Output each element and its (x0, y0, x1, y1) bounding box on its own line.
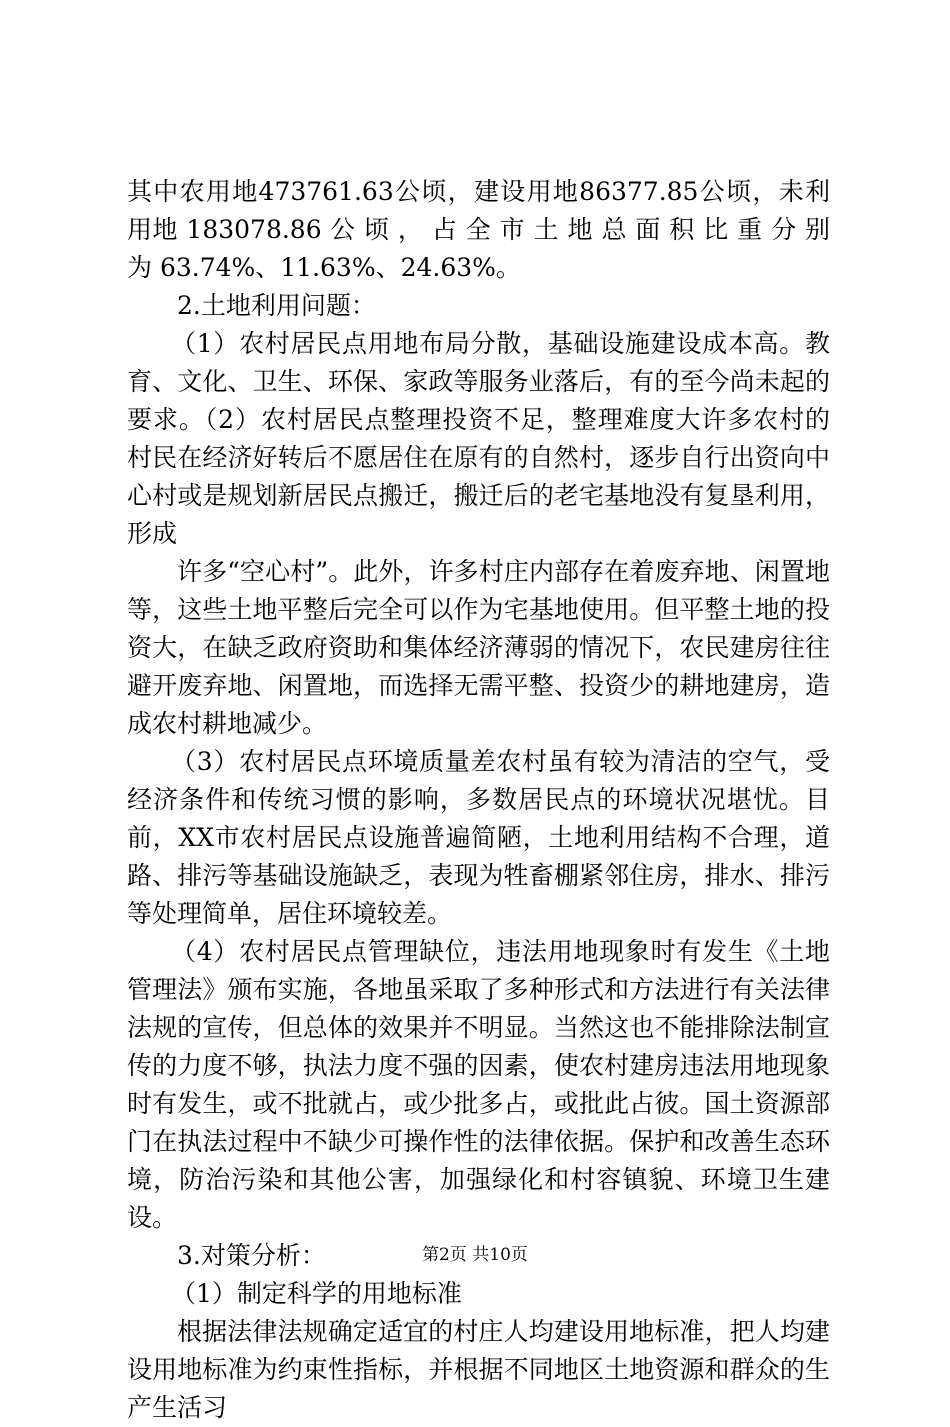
page-number: 第2页 共10页 (422, 1245, 528, 1265)
heading-land-use-problems: 2.土地利用问题： (177, 291, 376, 320)
document-body (127, 173, 830, 1427)
paragraph-hollow-villages: 许多“空心村”。此外，许多村庄内部存在着废弃地、闲置地等，这些土地平整后完全可以作为宅基地使用。但平整土地的投资大，在缺乏政府资助和集体经济薄弱的情况下，农民建房往往避开废弃地、闲置地，而选择无需平整、投资少的耕地建房，造成农村耕地减少。 (127, 557, 830, 738)
paragraph-problem-1-2: （1）农村居民点用地布局分散，基础设施建设成本高。教育、文化、卫生、环保、家政等服务业落后，有的至今尚未起的要求。（2）农村居民点整理投资不足，整理难度大许多农村的村民在经济好转后不愿居住在原有的自然村，逐步自行出资向中心村或是规划新居民点搬迁，搬迁后的老宅基地没有复垦利用，形成 (127, 329, 830, 548)
page-footer (0, 1243, 950, 1267)
paragraph-land-standard: 根据法律法规确定适宜的村庄人均建设用地标准，把人均建设用地标准为约束性指标，并根据不同地区土地资源和群众的生产生活习 (127, 1317, 830, 1422)
heading-countermeasures: 3.对策分析： (177, 1241, 326, 1270)
paragraph-problem-3: （3）农村居民点环境质量差农村虽有较为清洁的空气，受经济条件和传统习惯的影响，多数居民点的环境状况堪忧。目前，XX市农村居民点设施普遍简陋，土地利用结构不合理，道路、排污等基础设施缺乏，表现为牲畜棚紧邻住房，排水、排污等处理简单，居住环境较差。 (127, 747, 830, 928)
heading-land-standard: （1）制定科学的用地标准 (171, 1279, 462, 1308)
paragraph-land-statistics: 其中农用地473761.63公顷，建设用地86377.85公顷，未利用地 183078.86 公 顷 ， 占 全 市 土 地 总 面 积 比 重 分 别 为 63.74%、11.63%、24.63%。 (127, 177, 830, 282)
paragraph-problem-4: （4）农村居民点管理缺位，违法用地现象时有发生《土地管理法》颁布实施，各地虽采取了多种形式和方法进行有关法律法规的宣传，但总体的效果并不明显。当然这也不能排除法制宣传的力度不够，执法力度不强的因素，使农村建房违法用地现象时有发生，或不批就占，或少批多占，或批此占彼。国土资源部门在执法过程中不缺少可操作性的法律依据。保护和改善生态环境，防治污染和其他公害，加强绿化和村容镇貌、环境卫生建设。 (127, 937, 830, 1232)
